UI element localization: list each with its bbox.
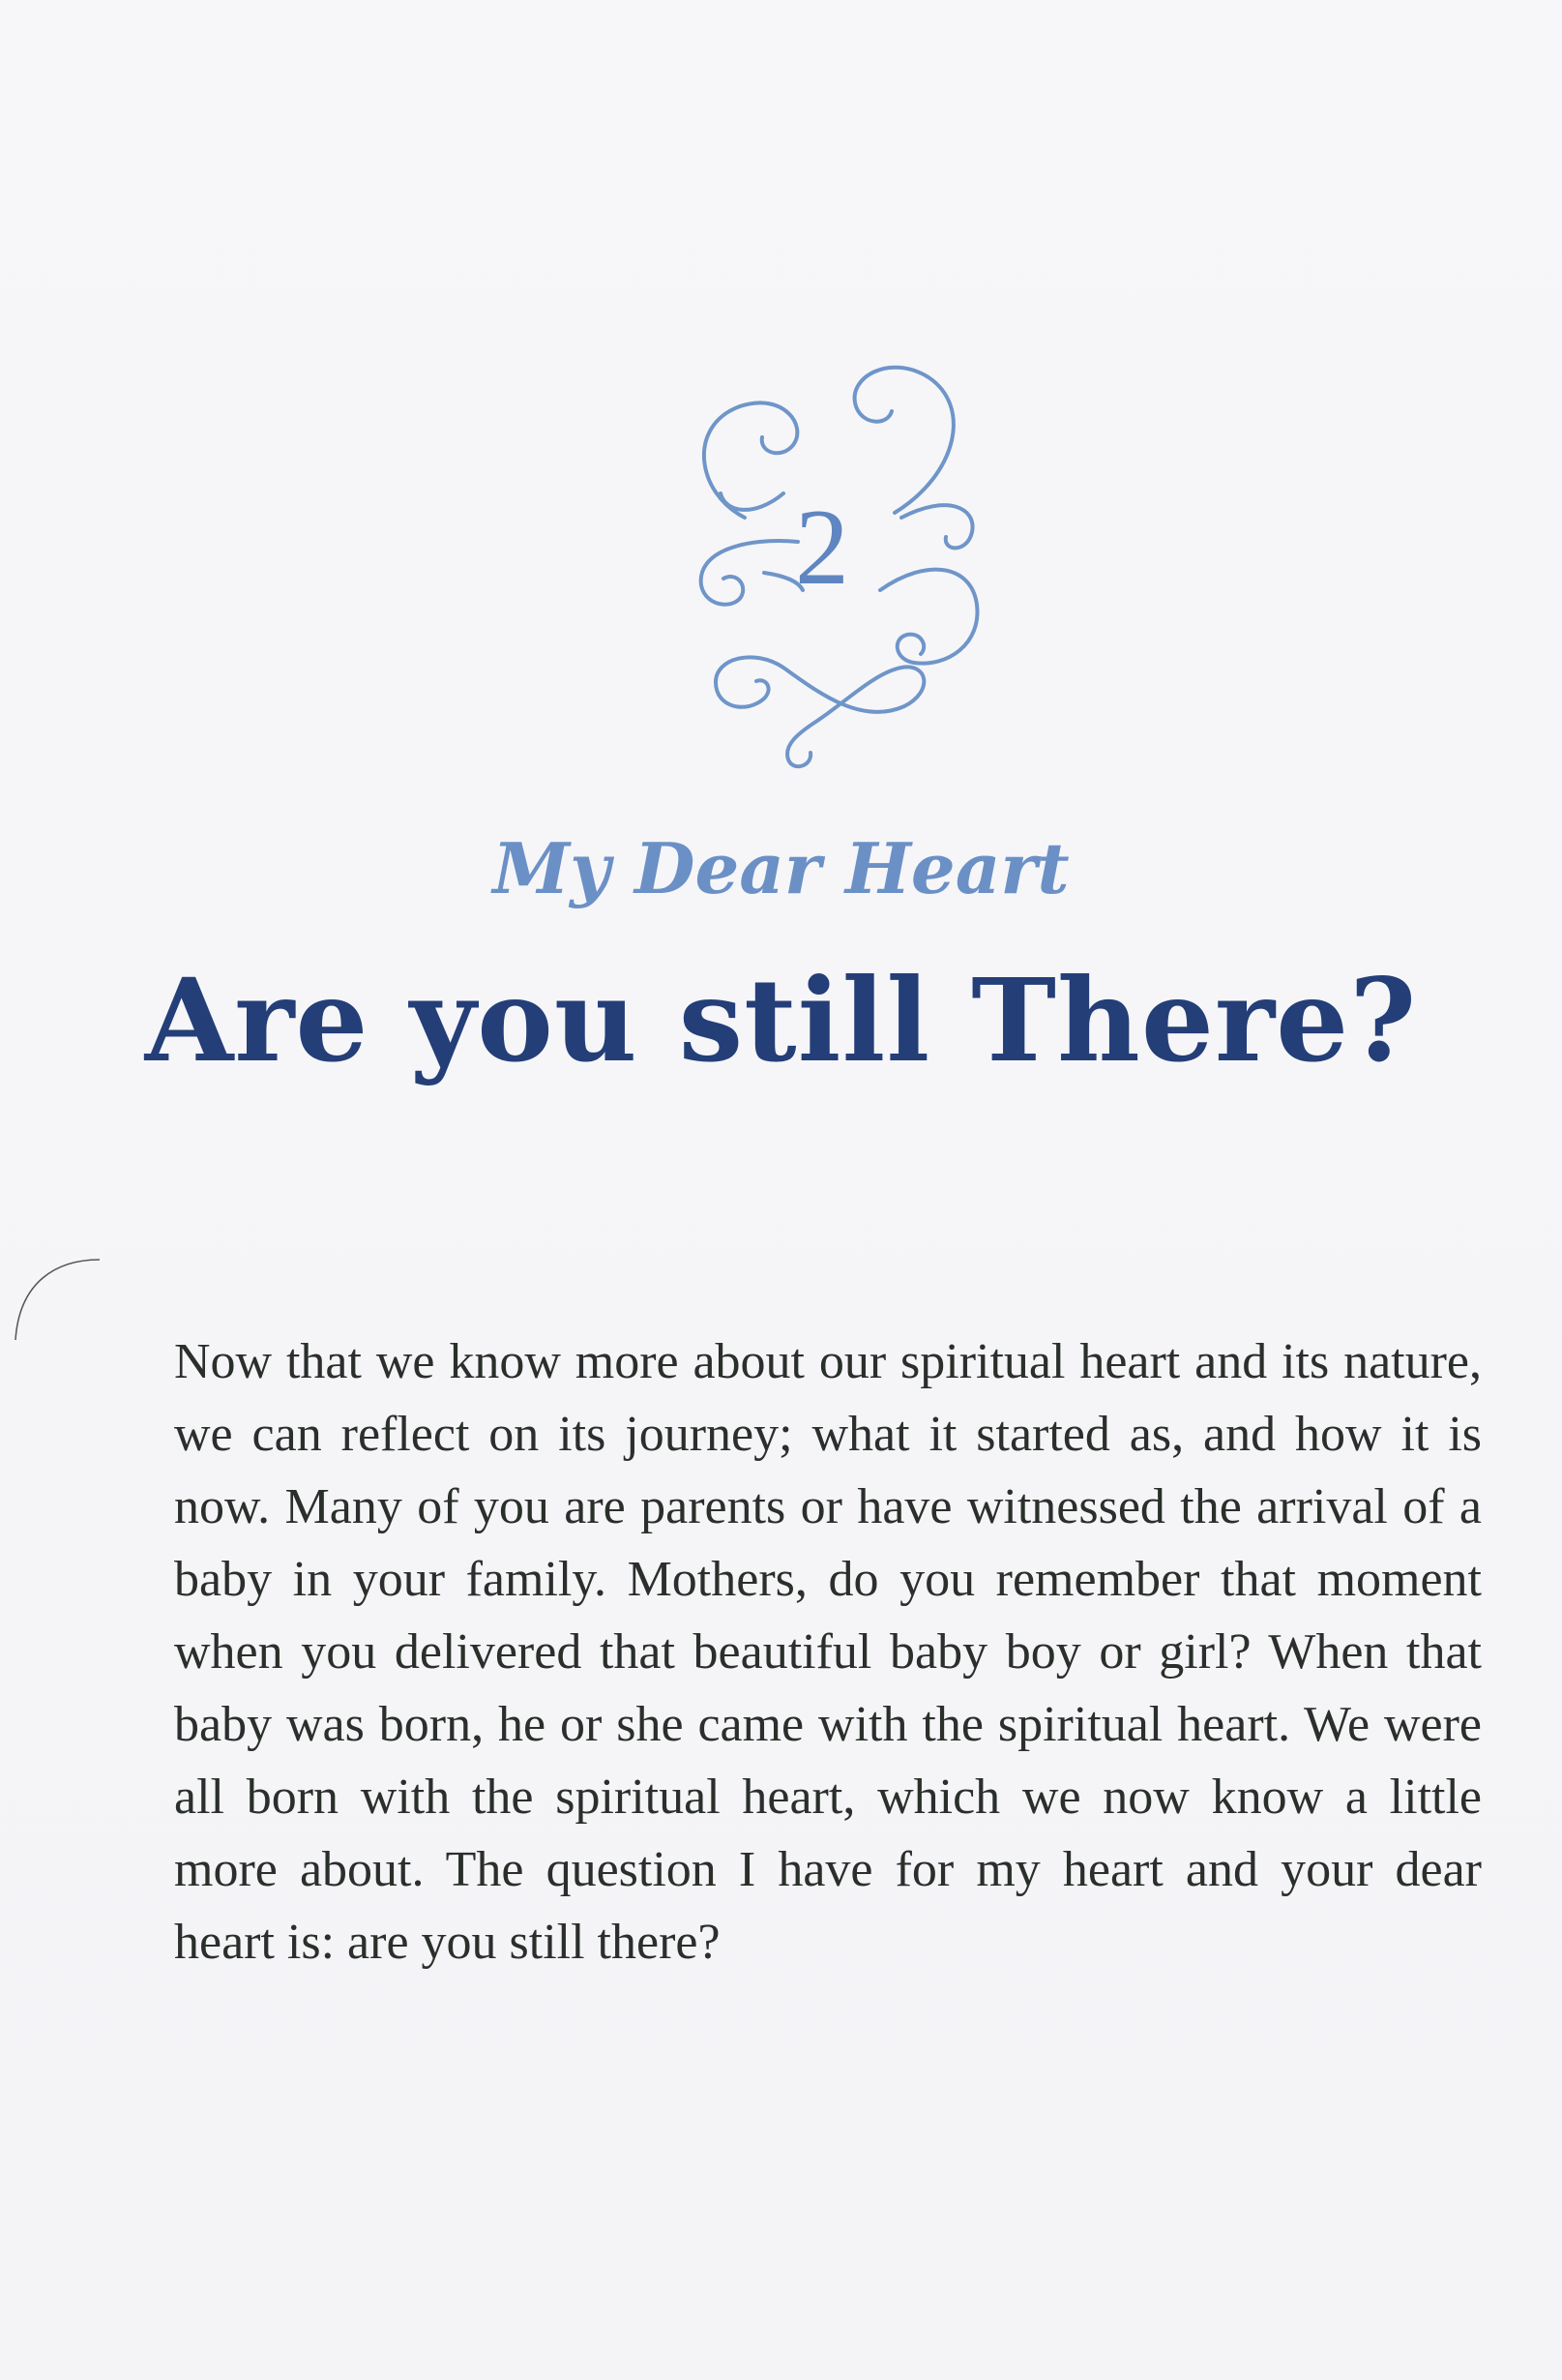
chapter-number: 2 (795, 488, 849, 608)
page-edge-curve-icon (8, 1258, 104, 1345)
chapter-title: Are you still There? (144, 953, 1418, 1087)
body-paragraph: Now that we know more about our spiritual heart and its nature, we can reflect on its journey; what it started as, and how it is now. Many of you are parents or have witnessed the arrival of a baby in your family. Mothers, do you remember that moment when you delivered that beautiful baby boy or girl? When that baby was born, he or she came with the spiritual heart. We were all born with the spiritual heart, which we now know a little more about. The question I have for my heart and your dear heart is: are you still there? (174, 1334, 1482, 1970)
chapter-subtitle: My Dear Heart (492, 827, 1070, 909)
